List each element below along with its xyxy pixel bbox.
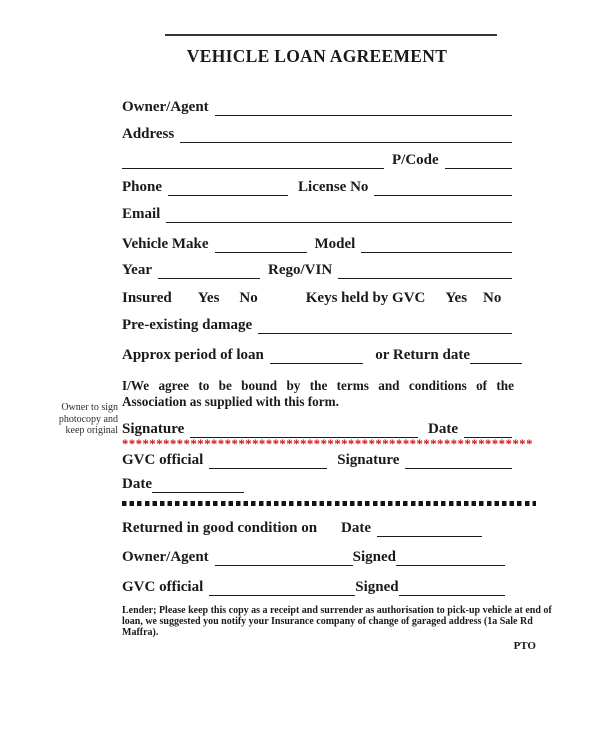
signature-label: Signature xyxy=(122,421,185,437)
asterisk-divider: ************************************************************ xyxy=(122,437,533,451)
year-label: Year xyxy=(122,262,152,278)
vehicle-make-model-row xyxy=(122,234,512,253)
email-row xyxy=(122,204,512,223)
gvc-signed-row xyxy=(122,577,505,596)
address-row xyxy=(122,124,512,143)
signature-blank xyxy=(190,423,418,438)
owner-agent-label: Owner/Agent xyxy=(122,99,209,115)
keys-yes-label: Yes xyxy=(445,290,468,306)
rego-vin-blank xyxy=(338,264,512,279)
gvc-signature-blank xyxy=(405,454,512,469)
gvc-official2-blank xyxy=(209,581,355,596)
insured-keys-row xyxy=(122,288,512,307)
address-label: Address xyxy=(122,126,175,142)
vehicle-make-label: Vehicle Make xyxy=(122,236,209,252)
phone-blank xyxy=(168,181,288,196)
gvc-date-row xyxy=(122,474,512,493)
lender-note-line1: Lender; Please keep this copy as a receipt and surrender as authorisation to pick-up vehicle at end of xyxy=(122,605,552,616)
gvc-official2-label: GVC official xyxy=(122,579,204,595)
year-rego-row xyxy=(122,260,512,279)
email-label: Email xyxy=(122,206,161,222)
margin-note-line3: keep original xyxy=(65,425,118,437)
pre-existing-damage-row xyxy=(122,315,512,334)
owner-agent2-label: Owner/Agent xyxy=(122,549,209,565)
returned-date-blank xyxy=(377,522,482,537)
returned-condition-row xyxy=(122,518,512,537)
license-no-blank xyxy=(374,181,512,196)
signature-date-label: Date xyxy=(428,421,458,437)
margin-note-line1: Owner to sign xyxy=(61,402,118,413)
returned-date-label: Date xyxy=(341,520,372,536)
gvc-date-label: Date xyxy=(122,476,152,492)
owner-agent-blank xyxy=(215,101,512,116)
lender-note-line3: Maffra). xyxy=(122,626,159,638)
pre-existing-damage-blank xyxy=(258,319,512,334)
model-blank xyxy=(361,238,512,253)
lender-note xyxy=(122,605,552,638)
page-title: VEHICLE LOAN AGREEMENT xyxy=(186,46,448,66)
keys-no-label: No xyxy=(483,290,502,306)
loan-period-row xyxy=(122,345,522,364)
email-blank xyxy=(166,208,512,223)
owner-signed-blank xyxy=(396,551,505,566)
vehicle-make-blank xyxy=(215,238,307,253)
phone-license-row xyxy=(122,177,512,196)
signature-date-blank xyxy=(464,423,512,438)
insured-label: Insured xyxy=(122,290,172,306)
pre-existing-damage-label: Pre-existing damage xyxy=(122,317,253,333)
address-line2-row xyxy=(122,150,512,169)
insured-yes-label: Yes xyxy=(197,290,220,306)
pcode-label: P/Code xyxy=(392,152,439,168)
gvc-signature-label: Signature xyxy=(337,452,400,468)
insured-no-label: No xyxy=(239,290,258,306)
address-blank xyxy=(180,128,512,143)
year-blank xyxy=(158,264,260,279)
returned-condition-label: Returned in good condition on xyxy=(122,520,318,536)
margin-note-line2: photocopy and xyxy=(58,413,118,425)
gvc-official-blank xyxy=(209,454,327,469)
gvc-date-blank xyxy=(152,478,244,493)
owner-agent2-blank xyxy=(215,551,353,566)
return-date-blank xyxy=(470,349,522,364)
gvc-signed-blank xyxy=(399,581,505,596)
owner-signed-label: Signed xyxy=(352,549,397,565)
agreement-paragraph: I/We agree to be bound by the terms and conditions of the Association as supplied with this form. xyxy=(122,378,514,409)
keys-held-label: Keys held by GVC xyxy=(305,290,426,306)
gvc-signed-label: Signed xyxy=(355,579,399,595)
owner-signature-row xyxy=(122,419,512,438)
model-label: Model xyxy=(314,236,356,252)
gvc-official-signature-row xyxy=(122,450,512,469)
approx-period-label: Approx period of loan xyxy=(122,347,264,363)
pcode-blank xyxy=(445,154,512,169)
header-rule xyxy=(165,34,497,36)
pto-label: PTO xyxy=(513,640,536,652)
dotted-divider xyxy=(122,501,536,506)
owner-agent-row xyxy=(122,97,512,116)
rego-vin-label: Rego/VIN xyxy=(268,262,333,278)
lender-note-line2: loan, we suggested you notify your Insurance company of change of garaged address (1a Sale Rd xyxy=(122,615,533,627)
license-no-label: License No xyxy=(298,179,369,195)
approx-period-blank xyxy=(270,349,363,364)
owner-signed-row xyxy=(122,547,505,566)
phone-label: Phone xyxy=(122,179,163,195)
address2-blank xyxy=(122,154,384,169)
or-return-date-label: or Return date xyxy=(375,347,470,363)
gvc-official-label: GVC official xyxy=(122,452,204,468)
margin-note xyxy=(44,402,118,437)
